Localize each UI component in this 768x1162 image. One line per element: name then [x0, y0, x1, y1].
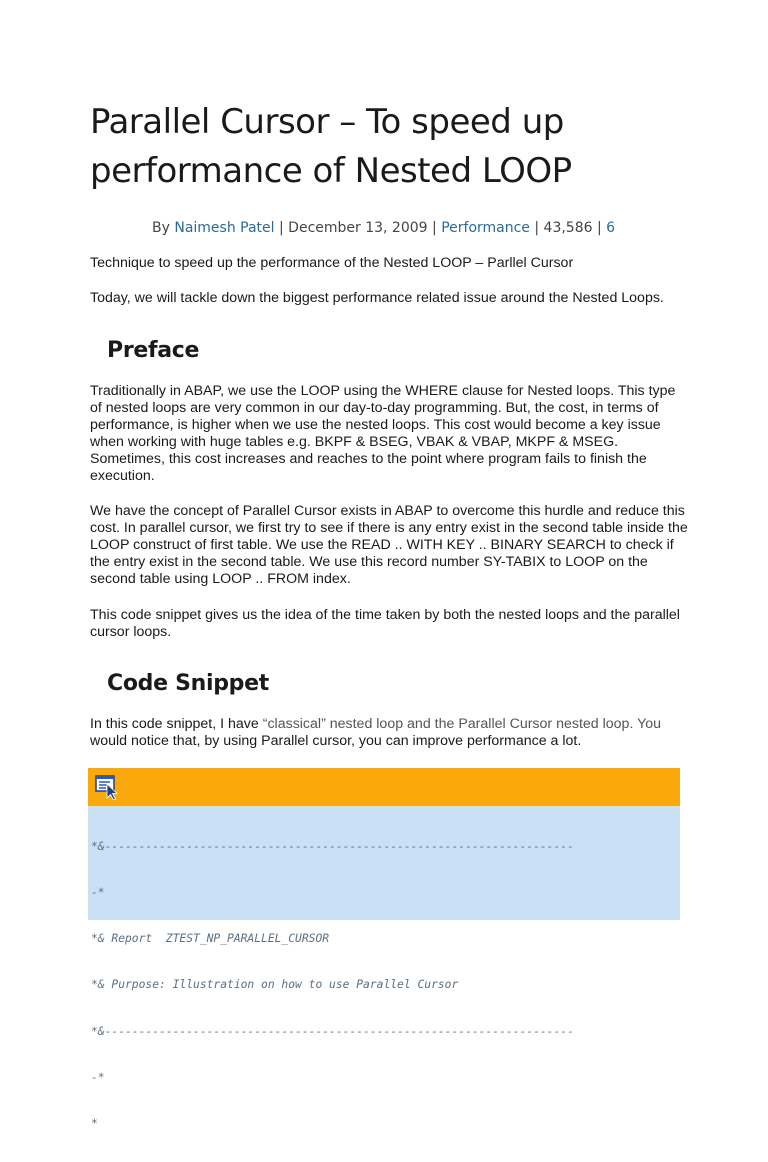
- code-snippet-intro: [90, 716, 690, 750]
- code-line: *& Purpose: Illustration on how to use Parallel Cursor: [91, 978, 459, 992]
- category-link[interactable]: Performance: [441, 220, 530, 236]
- code-content: [91, 808, 677, 1162]
- comments-link[interactable]: 6: [606, 220, 616, 236]
- byline-separator: |: [274, 220, 289, 236]
- code-line: *&---------------------------------------------------------------------: [91, 839, 574, 853]
- code-line: *&---------------------------------------------------------------------: [91, 1024, 574, 1038]
- code-intro-text: “classical” nested loop and the Parallel Cursor nested loop. You: [262, 716, 662, 732]
- byline-separator: |: [529, 220, 544, 236]
- section-heading-code-snippet: Code Snippet: [107, 671, 269, 696]
- code-block: [88, 768, 680, 1131]
- intro-paragraph: Technique to speed up the performance of the Nested LOOP – Parllel Cursor: [90, 255, 574, 271]
- view-count: 43,586: [543, 220, 593, 236]
- code-intro-text: In this code snippet, I have: [90, 716, 263, 732]
- code-intro-text: would notice that, by using Parallel cursor, you can improve performance a lot.: [90, 733, 582, 749]
- view-source-icon[interactable]: [95, 774, 121, 800]
- code-line: -*: [91, 1070, 105, 1084]
- code-toolbar: [88, 768, 680, 806]
- publish-date: December 13, 2009: [288, 220, 428, 236]
- byline-prefix: By: [152, 220, 175, 236]
- preface-paragraph-2: We have the concept of Parallel Cursor exists in ABAP to overcome this hurdle and reduce this cost. In parallel cursor, we first try to see if there is any entry exist in the second table inside the LOOP construct of first table. We use the READ .. WITH KEY .. BINARY SEARCH to check if the entry exist in the second table. We use this record number SY-TABIX to LOOP on the second table using LOOP .. FROM index.: [90, 503, 688, 587]
- byline-separator: |: [427, 220, 442, 236]
- author-link[interactable]: Naimesh Patel: [174, 220, 275, 236]
- preface-paragraph-1: Traditionally in ABAP, we use the LOOP using the WHERE clause for Nested loops. This type of nested loops are very common in our day-to-day programming. But, the cost, in terms of performance, is higher when we use the nested loops. This cost would become a key issue when working with huge tables e.g. BKPF & BSEG, VBAK & VBAP, MKPF & MSEG. Sometimes, this cost increases and reaches to the point where program fails to finish the execution.: [90, 383, 676, 484]
- today-paragraph: Today, we will tackle down the biggest performance related issue around the Nested Loops.: [90, 290, 664, 306]
- code-line: *: [91, 1117, 98, 1131]
- section-heading-preface: Preface: [107, 338, 200, 363]
- article-title: Parallel Cursor – To speed up performance of Nested LOOP: [90, 102, 572, 191]
- code-line: *& Report ZTEST_NP_PARALLEL_CURSOR: [91, 932, 330, 946]
- preface-paragraph-3: This code snippet gives us the idea of the time taken by both the nested loops and the parallel cursor loops.: [90, 607, 680, 640]
- code-line: -*: [91, 886, 105, 900]
- article-byline: [152, 219, 615, 237]
- byline-separator: |: [592, 220, 607, 236]
